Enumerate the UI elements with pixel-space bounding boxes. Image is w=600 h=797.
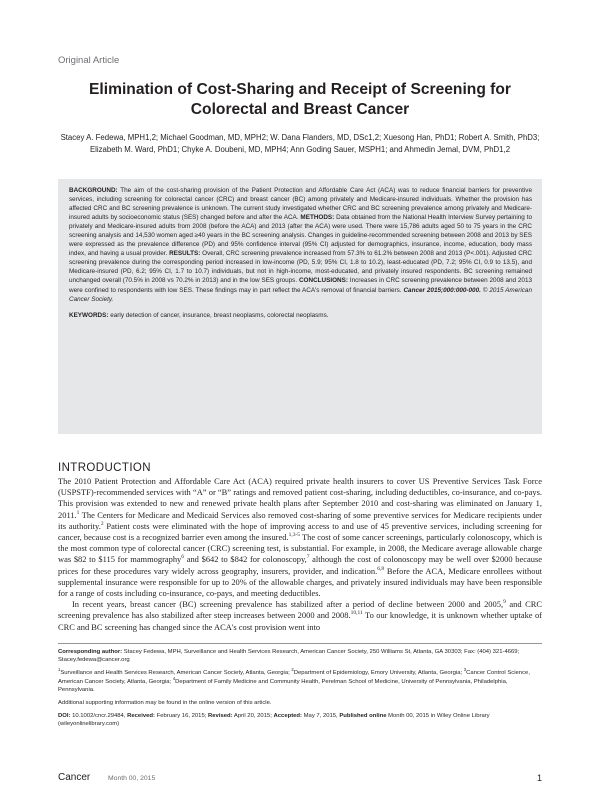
citation-ref[interactable]: 1 bbox=[76, 509, 80, 516]
keywords-text: early detection of cancer, insurance, breast neoplasms, colorectal neoplasms. bbox=[110, 311, 329, 319]
abstract-text bbox=[69, 186, 532, 304]
citation-ref[interactable]: 7 bbox=[306, 554, 310, 561]
corresponding-author: Corresponding author: Stacey Fedewa, MPH, Surveillance and Health Services Research, American Cancer Society, 250 Williams St, Atlanta, GA 30303; Fax: (404) 321-4669; Stacey.fedewa@cancer.org bbox=[58, 649, 520, 664]
citation-ref[interactable]: 6 bbox=[181, 554, 185, 561]
keywords bbox=[69, 311, 532, 320]
citation-ref[interactable]: 9 bbox=[503, 599, 506, 606]
citation-ref[interactable]: 1,3-5 bbox=[288, 532, 301, 539]
background-label: BACKGROUND: bbox=[69, 187, 118, 194]
affiliations: $^1$Surveillance and Health Services Research, American Cancer Society, Atlanta, Georgia; $^2$Department of Epidemiology, Emory University, Atlanta, Georgia; $^3$Cancer Control Science, American Cancer Society, Atlanta, Georgia; $^4$Department of Family Medicine and Community Health, Perelman School of Medicine, University of Pennsylvania, Philadelphia, Pennsylvania. bbox=[58, 667, 530, 694]
publication-history: DOI: 10.1002/cncr.29484, Received: February 16, 2015; Revised: April 20, 2015; Accepted: May 7, 2015, Published online Month 00, 2015 in Wiley Online Library (wileyonlinelibrary.com) bbox=[58, 712, 490, 728]
doi-link[interactable]: 10.1002/cncr.29484, bbox=[70, 712, 128, 719]
citation-ref[interactable]: 6,8 bbox=[377, 565, 385, 572]
methods-text: Data obtained from the National Health Interview Survey pertaining to privately and Medicare-insured adults from 2008 (before the ACA) and 2013 (after the ACA) were used. There were 15,786 adults aged 50 to 75 years in the CRC screening analysis and 14,530 women aged ≥40 years in the BC screening analysis. Changes in guideline-recommended screening between 2008 and 2013 by SES were expressed as the prevalence difference (PD) and 95% confidence interval (95% CI) adjusted for demographics, insurance, income, education, body mass index, and having a usual provider. bbox=[69, 214, 532, 258]
background-text: The aim of the cost-sharing provision of the Patient Protection and Affordable Care Act (ACA) was to reduce financial barriers for preventive services, including screening for colorectal cancer (CRC) and breast cancer (BC) among privately and Medicare-insured individuals. Whether the provision has affected CRC and BC screening prevalence is unknown. The current study investigated whether CRC and BC screening prevalence among privately and Medicare-insured adults by socioeconomic status (SES) changed before and after the ACA. bbox=[69, 187, 532, 222]
corresponding-author-text[interactable]: Stacey Fedewa, MPH, Surveillance and Health Services Research, American Cancer Society, 250 Williams St, Atlanta, GA 30303; Fax: (404) 321-4669; Stacey.fedewa@cancer.org bbox=[58, 649, 520, 664]
article-title: Elimination of Cost-Sharing and Receipt of Screening for Colorectal and Breast Cancer bbox=[89, 81, 511, 118]
methods-label: METHODS: bbox=[300, 214, 335, 222]
conclusions-label: CONCLUSIONS: bbox=[298, 277, 348, 285]
copyright: © 2015 American Cancer Society. bbox=[69, 286, 532, 303]
page-footer bbox=[58, 772, 542, 786]
footnotes bbox=[58, 643, 542, 733]
citation: Cancer 2015;000:000-000. bbox=[403, 286, 481, 294]
journal-name: Cancer bbox=[58, 772, 91, 783]
results-text: Overall, CRC screening prevalence increased from 57.3% to 61.2% between 2008 and 2013 (P<.001). Adjusted CRC screening prevalence during the corresponding period increased in low-income (PD, 5.9; 95% CI, 1.8 to 10.2), least-educated (PD, 7.2; 95% CI, 0.9 to 13.5), and Medicare-insured (PD, 6.2; 95% CI, 1.7 to 10.7) individuals, but not in high-income, most-educated, and privately insured respondents. BC screening remained unchanged overall (70.5% in 2008 vs 70.2% in 2013) and in the low SES groups. bbox=[69, 250, 533, 285]
section-heading-introduction: INTRODUCTION bbox=[58, 462, 151, 474]
keywords-label: KEYWORDS: bbox=[69, 311, 109, 319]
page-number: 1 bbox=[536, 773, 542, 783]
supporting-info-note: Additional supporting information may be found in the online version of this article. bbox=[58, 700, 272, 707]
body-text bbox=[58, 476, 542, 633]
footer-date: Month 00, 2015 bbox=[108, 774, 156, 782]
citation-ref[interactable]: 2 bbox=[100, 521, 104, 527]
article-type-label: Original Article bbox=[58, 55, 120, 66]
paragraph-1: The 2010 Patient Protection and Affordable Care Act (ACA) required private health insurers to cover US Preventive Services Task Force (USPSTF)-recommended services with “A” or “B” ratings and removed patient cost-sharing, including deductibles, co-insurance, and co-pays. This provision was extended to new and renewed private health plans after September 2010 and cost-sharing was eliminated on January 1, 2011.$^1$ The Centers for Medicare and Medicaid Services also removed cost-sharing of some preventive services for Medicare recipients under its authority.$^2$ Patient costs were eliminated with the hope of improving access to and use of 45 preventive services, including screening for cancer, because cost is a recognized barrier even among the insured.$^{1,3-5}$ The cost of some cancer screenings, particularly colonoscopy, which is the most common type of colorectal cancer (CRC) screening test, is substantial. For example, in 2008, the Medicare average allowable charge was $82 to $115 for mammography$^6$ and $642 to $842 for colonoscopy,$^7$ although the cost of colonoscopy may be well over $2000 because prices for these procedures vary widely across geography, insurers, provider, and indication.$^{6,8}$ Before the ACA, Medicare enrollees without supplemental insurance were responsible for up to 20% of the allowable charges, and privately insured individuals may have been responsible for a range of costs including co-insurance, co-pays, and meeting deductibles. bbox=[58, 476, 543, 599]
results-label: RESULTS: bbox=[169, 250, 201, 258]
citation-ref[interactable]: 10,11 bbox=[350, 610, 363, 617]
abstract-box bbox=[58, 179, 542, 434]
conclusions-text: Increases in CRC screening prevalence between 2008 and 2013 were confined to respondents with low SES. These findings may in part reflect the ACA's removal of financial barriers. bbox=[69, 277, 533, 294]
author-list: Stacey A. Fedewa, MPH1,2; Michael Goodman, MD, MPH2; W. Dana Flanders, MD, DSc1,2; Xuesong Han, PhD1; Robert A. Smith, PhD3; Elizabeth M. Ward, PhD1; Chyke A. Doubeni, MD, MPH4; Ann Goding Sauer, MSPH1; and Ahmedin Jemal, DVM, PhD1,2 bbox=[60, 133, 540, 154]
paragraph-2: In recent years, breast cancer (BC) screening prevalence has stabilized after a period of decline between 2000 and 2005,$^9$ and CRC screening prevalence has also stabilized after steep increases between 2000 and 2008.$^{10,11}$ To our knowledge, it is unknown whether uptake of CRC and BC screening has changed since the ACA's cost provision went into bbox=[58, 599, 542, 632]
